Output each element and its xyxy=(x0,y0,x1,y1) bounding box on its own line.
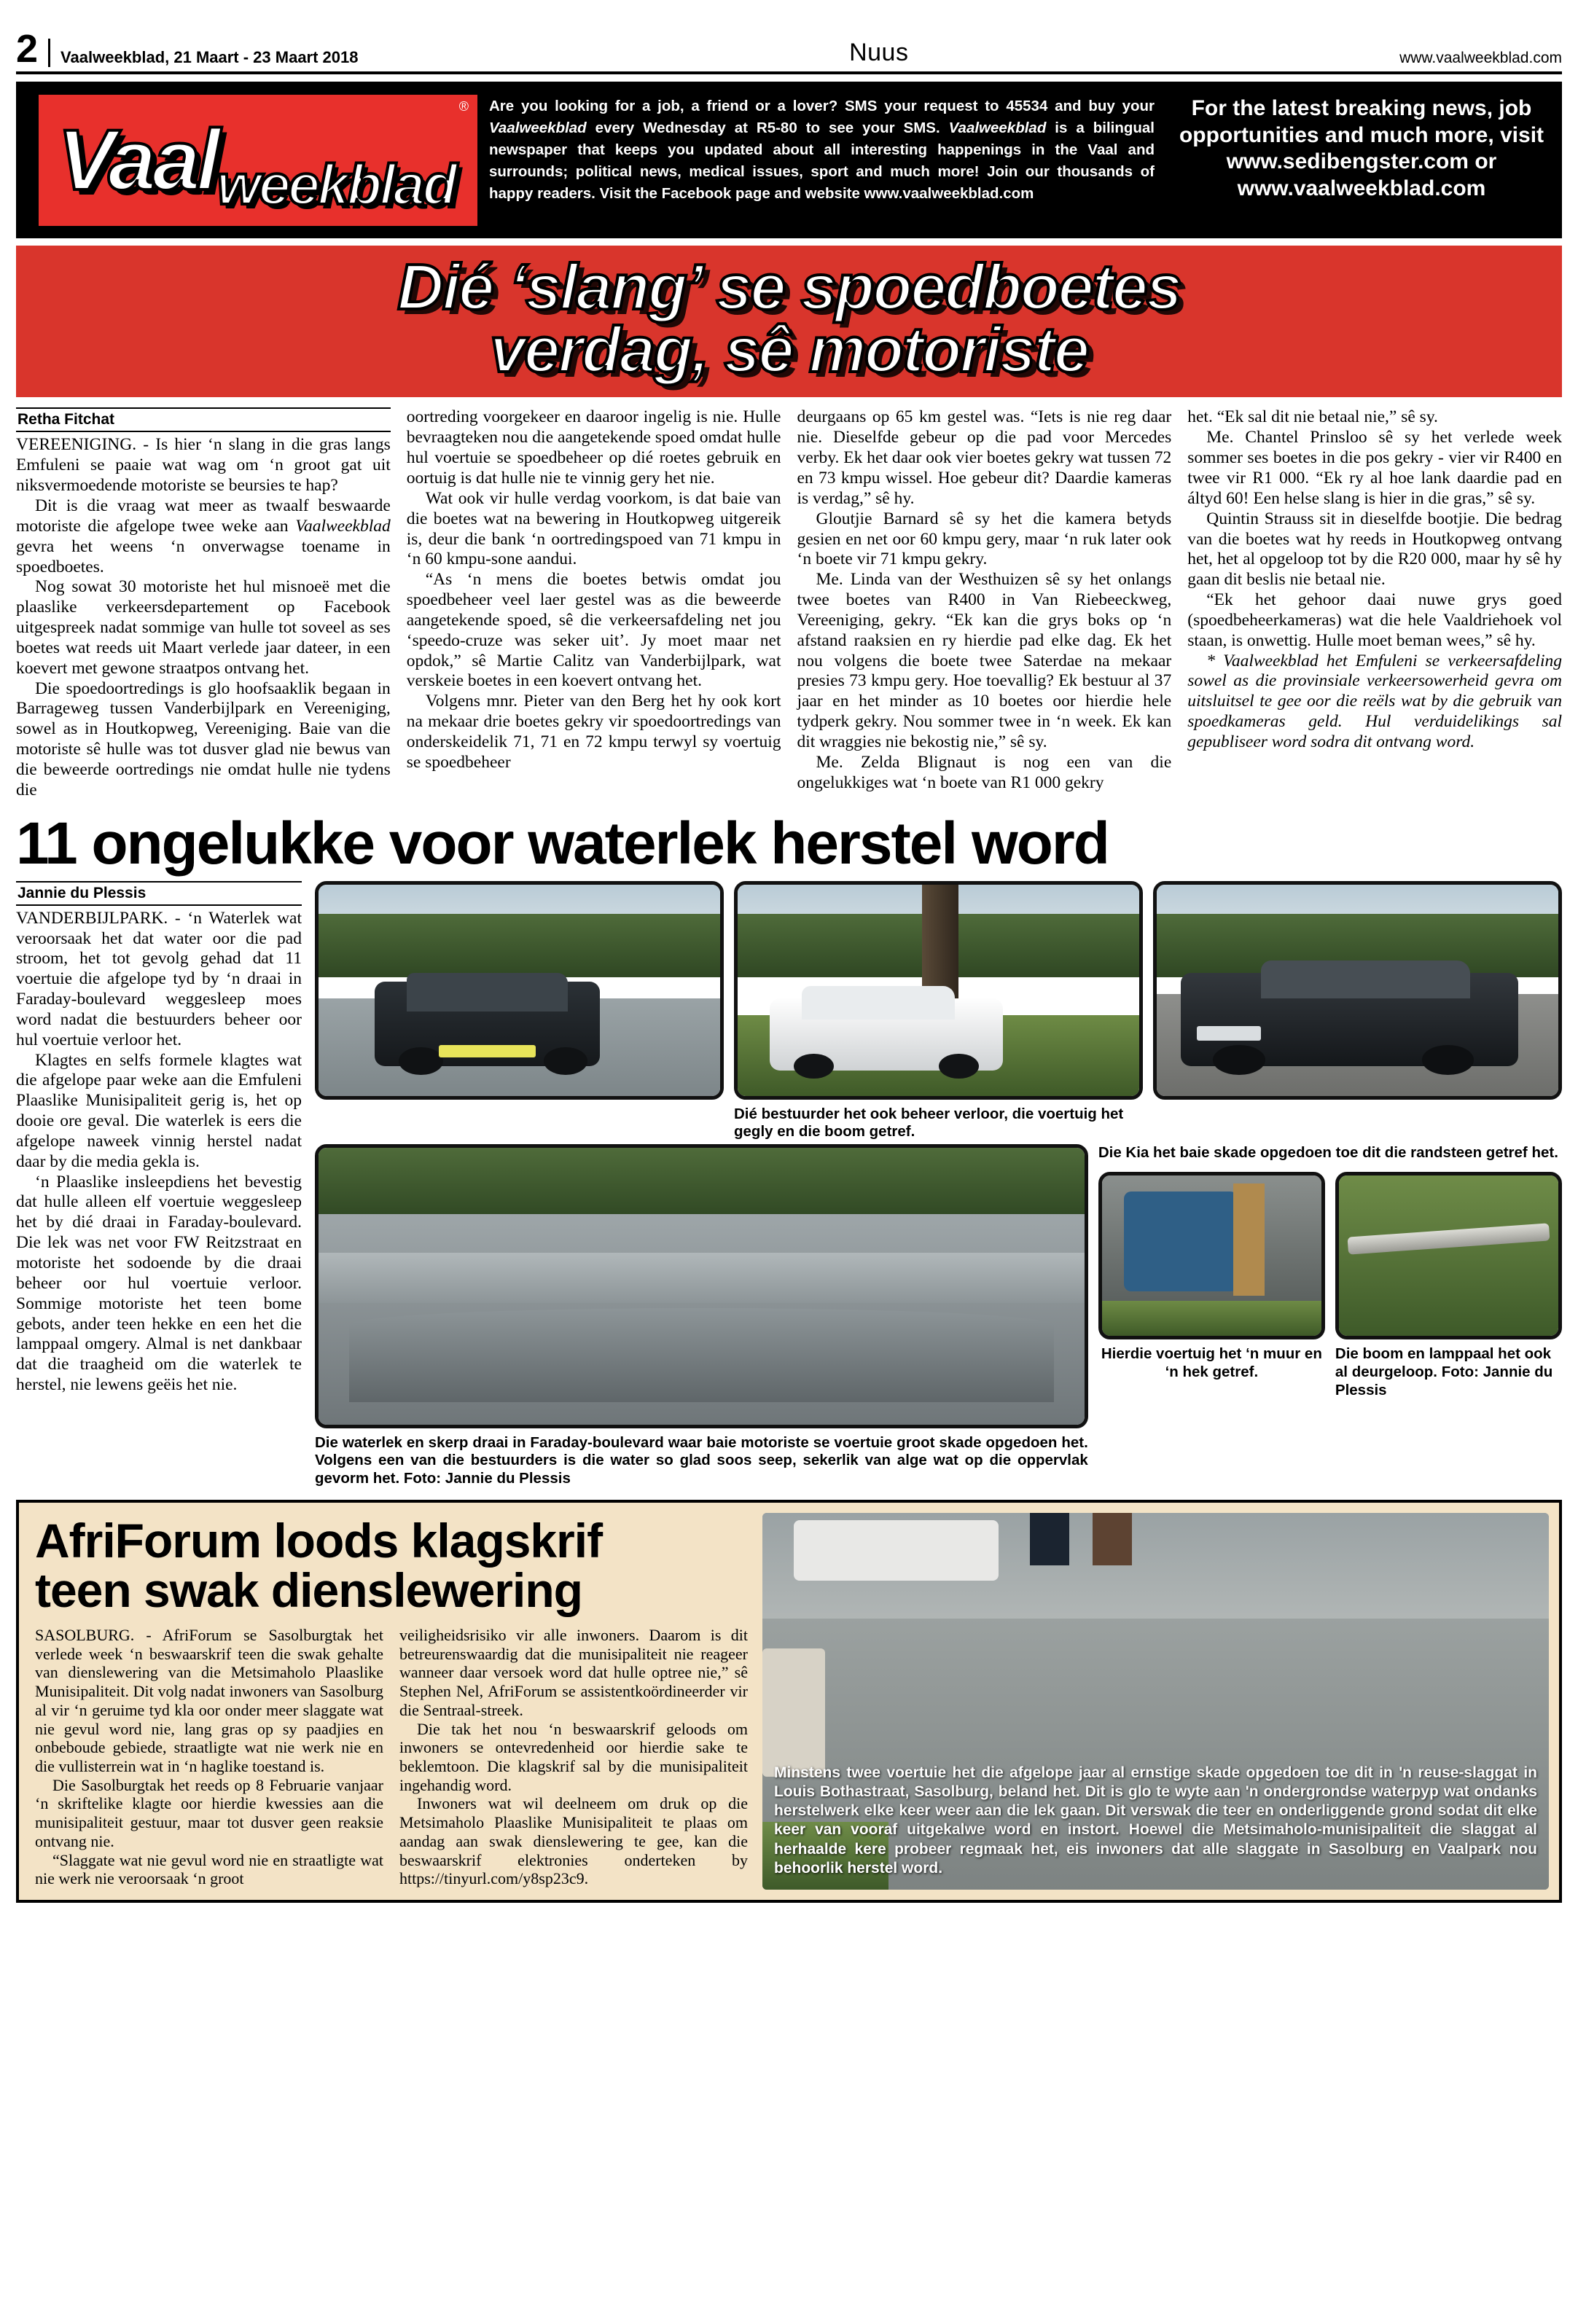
article3-column-2 xyxy=(399,1626,748,1888)
masthead-promo-text: For the latest breaking news, job opportunities and much more, visit www.sedibengster.com or www.vaalweekblad.com xyxy=(1179,96,1544,200)
article1-col2-text xyxy=(407,407,781,772)
article2-headline: 11 ongelukke voor waterlek herstel word xyxy=(16,810,1109,877)
article3-col2-text xyxy=(399,1626,748,1888)
article2-text-column xyxy=(16,881,302,1488)
caption-waterlek: Die waterlek en skerp draai in Faraday-boulevard waar baie motoriste se voertuie groot skade opgedoen het. Volgens een van die bestuurders is die water so glad soos seep, sekerlik van alge wat op die oppervlak gevorm het. Foto: Jannie du Plessis xyxy=(315,1433,1088,1487)
paragraph: “Slaggate wat nie gevul word nie en straatligte wat nie werk nie veroorsaak ‘n groot xyxy=(35,1850,383,1888)
photo-car-wall xyxy=(1098,1172,1325,1339)
paragraph: Me. Zelda Blignaut is nog een van die ongelukkiges wat ‘n boete van R1 000 gekry xyxy=(797,752,1172,792)
caption-wall: Hierdie voertuig het ‘n muur en ‘n hek getref. xyxy=(1101,1345,1322,1381)
editor-note: * Vaalweekblad het Emfuleni se verkeersafdeling sowel as die provinsiale verkeersowerheid gevra om uitsluitsel te gee oor die reëls wat by die gebruik van spoedkameras geld. Hul verduidelikings sal gepubliseer word sodra dit ontvang word. xyxy=(1187,651,1562,751)
paragraph: deurgaans op 65 km gestel was. “Iets is nie reg daar nie. Dieselfde gebeur op die pad voor Mercedes verby. Ek het daar ook vier boetes gekry wat tussen 72 en 73 kmpu wissel. Hoe gebeur dit? Daardie kameras is verdag,” sê hy. xyxy=(797,407,1172,508)
paragraph: veiligheidsrisiko vir alle inwoners. Daarom is dit betreurenswaardig dat die munisipaliteit nie reageer wanneer daar versoek word dat hulle optree nie,” sê Stephen Nel, AfriForum se assistentkoördineerder vir die Sentraal-streek. xyxy=(399,1625,748,1719)
article2-photo-grid xyxy=(315,881,1562,1488)
article1-headline xyxy=(16,246,1562,397)
paragraph: “Ek het gehoor daai nuwe grys goed (spoedbeheerkameras) wat die hele Vaaldriehoek vol staan, is onwettig. Hulle moet beman wees,” sê hy. xyxy=(1187,590,1562,650)
afriforum-text-side xyxy=(19,1503,762,1901)
article3-headline-line2: teen swak dienslewering xyxy=(35,1563,582,1618)
ad-copy-seg3: is a bilingual newspaper that keeps you updated about all interesting happenings in the Vaal and surrounds; political news, medical issues, sport and much more! Join our thousands of happy readers. Visit the Facebook page and website www.vaalweekblad.com xyxy=(489,119,1155,202)
article1-col4-text xyxy=(1187,407,1562,752)
paragraph: Gloutjie Barnard sê sy het die kamera betyds gesien en net oor 60 kmpu gery, maar ‘n ruk later ook ‘n boete vir 71 kmpu gekry. xyxy=(797,509,1172,569)
paragraph: Volgens mnr. Pieter van den Berg het hy ook kort na mekaar drie boetes gekry vir spoedoortredings van onderskeidelik 71, 71 en 72 kmpu terwyl sy voertuig se spoedbeheer xyxy=(406,692,781,772)
paragraph: Nog sowat 30 motoriste het hul misnoeë met die plaaslike verkeersdepartement op Facebook uitgespreek nadat sommige van hulle tot soveel as ses boetes wat reeds uit Maart verlede jaar dateer, in een koevert met gewone straatpos ontvang het. xyxy=(16,577,391,678)
paragraph: Die spoedoortredings is glo hoofsaaklik begaan in Barrageweg tussen Vanderbijlpark en Vereeniging, sowel as in Houtkopweg, Vereeniging. Baie van die motoriste sê hulle was tot dusver glad nie bewus van die beweerde oortredings nie omdat hulle nie tydens die xyxy=(16,678,391,799)
article3-col1-text xyxy=(35,1626,383,1888)
article1-headline-line1: Dié ‘slang’ se spoedboetes xyxy=(397,251,1181,323)
article3-column-1 xyxy=(35,1626,383,1888)
article1-column-4 xyxy=(1187,407,1562,800)
ad-copy-seg1: Are you looking for a job, a friend or a lover? SMS your request to 45534 and buy your xyxy=(489,98,1155,114)
paragraph: Die Sasolburgtak het reeds op 8 Februarie vanjaar ‘n skriftelike klagte oor hierdie kwessies aan die munisipaliteit gestuur, maar tot dusver geen reaksie ontvang nie. xyxy=(35,1775,383,1850)
article1-column-3 xyxy=(797,407,1172,800)
logo-vaal-text: Vaal xyxy=(58,111,217,208)
paragraph xyxy=(16,496,391,577)
paragraph: Quintin Strauss sit in dieselfde bootjie. Die bedrag van die boetes wat hy reeds in Houtkopweg ontvang het, het al opgeloop tot by die R20 000, maar hy sê hy gaan dit beslis nie betaal nie. xyxy=(1187,509,1562,590)
paragraph: Wat ook vir hulle verdag voorkom, is dat baie van die boetes wat na bewering in Houtkopweg uitgereik is, deur die bank ‘n oortredingspoed van 71 kmpu in ‘n 60 kmpu-sone aandui. xyxy=(406,488,781,569)
article1-headline-line2: verdag, sê motoriste xyxy=(490,313,1088,386)
vaalweekblad-logo xyxy=(18,84,485,236)
paragraph: Die tak het nou ‘n beswaarskrif geloods om inwoners se ontevredenheid oor hierdie sake te beklemtoon. Die klagskrif sal by die munisipaliteit ingehandig word. xyxy=(399,1719,748,1794)
article2-body xyxy=(16,909,302,1396)
paragraph: Me. Linda van der Westhuizen sê sy het onlangs twee boetes van R400 in Van Riebeeckweg, Vereeniging, gekry. “Ek kan die grys boks op ‘n afstand raaksien en ry hierdie pad elke dag. Ek het nou volgens die boete twee Saterdae na mekaar presies 73 kmpu gery. Hoe toevallig? Ek bestuur al 37 jaar en het minder as 10 boetes oor hierdie hele tydperk gekry. Nou sommer twee in ‘n week. Ek kan dit wraggies nie bekostig nie,” sê sy. xyxy=(797,570,1172,751)
website-url: www.vaalweekblad.com xyxy=(1399,50,1562,66)
caption-tree-car: Dié bestuurder het ook beheer verloor, die voertuig het gegly en die boom getref. xyxy=(734,1105,1124,1141)
paragraph-seg: Dit is die vraag wat meer as twaalf beswaarde motoriste die afgelope twee weke aan xyxy=(16,496,391,536)
article1-byline: Retha Fitchat xyxy=(17,411,115,429)
folio-divider xyxy=(16,71,1562,74)
page-number: 2 xyxy=(16,27,39,71)
paragraph: ‘n Plaaslike insleepdiens het bevestig dat hulle alleen elf voertuie weggesleep het by dié draai in Faraday-boulevard. Die lek was net voor FW Reitzstraat en motoriste het sodoende by die draai beheer oor hul voertuie verloor. Sommige motoriste het teen bome gebots, ander teen hekke en een het die lamppaal omgery. Almal is net dankbaar dat die traagheid om die waterlek te herstel, nie lewens geëis het nie. xyxy=(16,1172,302,1395)
paragraph: “As ‘n mens die boetes betwis omdat jou spoedbeheer veel laer gestel was as die beweerde aangetekende spoed, sê die verkeersafdeling net jou ‘speedo-cruze was seker uit’. Jy moet maar net opdok,” sê Martie Calitz van Vanderbijlpark, wat verskeie boetes in een koevert ontvang het. xyxy=(406,570,781,691)
caption-kia: Die Kia het baie skade opgedoen toe dit die randsteen getref het. xyxy=(1098,1143,1558,1161)
article2-byline: Jannie du Plessis xyxy=(17,884,147,901)
paragraph: Me. Chantel Prinsloo sê sy het verlede week sommer ses boetes in die pos gekry - vier vir R400 en twee vir R1 000. “Ek ry al hoe lank daardie pad en áltyd 60! Een helse slang is hier in die gras,” sê sy. xyxy=(1187,428,1562,508)
ad-copy-seg2: every Wednesday at R5-80 to see your SMS. xyxy=(586,119,949,136)
photo-kia-damaged xyxy=(1153,881,1562,1100)
article1-columns xyxy=(16,407,1562,800)
paragraph: SASOLBURG. - AfriForum se Sasolburgtak het verlede week ‘n beswaarskrif teen die swak gehalte van dienslewering van die Metsimaholo Plaaslike Munisipaliteit. Dit volg nadat inwoners van Sasolburg al vir ‘n geruime tyd kla oor onder meer slaggate wat nie gevul word nie, lang gras op sy paadjies en onbeboude gebiede, straatligte wat nie werk nie en die vullisterrein wat in ‘n haglike toestand is. xyxy=(35,1625,383,1776)
photo-pothole-louis-botha xyxy=(762,1513,1549,1890)
caption-lamppost: Die boom en lamppaal het ook al deurgeloop. Foto: Jannie du Plessis xyxy=(1335,1345,1553,1398)
section-title: Nuus xyxy=(849,39,909,66)
paragraph-seg: gevra het weens ‘n onverwagse toename in spoedboetes. xyxy=(16,536,391,576)
photo-black-car-road xyxy=(315,881,724,1100)
article1-col3-text xyxy=(797,407,1172,793)
article2-layout xyxy=(16,881,1562,1488)
masthead-ad-copy xyxy=(485,84,1166,236)
paragraph-italic: Vaalweekblad xyxy=(295,516,391,536)
paragraph: het. “Ek sal dit nie betaal nie,” sê sy. xyxy=(1187,407,1438,427)
paragraph: VANDERBIJLPARK. - ‘n Waterlek wat veroorsaak het dat water oor die pad stroom, het tot gevolg gehad dat 11 voertuie die afgelope tyd by ‘n draai in Faraday-boulevard weggesleep moes word nadat die bestuurders beheer oor hul voertuie verloor het. xyxy=(16,908,302,1049)
article3-headline xyxy=(35,1513,748,1618)
registered-trademark-icon: ® xyxy=(458,98,469,114)
afriforum-article-box xyxy=(16,1500,1562,1904)
paragraph: Klagtes en selfs formele klagtes wat die afgelope paar weke aan die Emfuleni Plaaslike Munisipaliteit gerig is, het op dooie ore geval. Die waterlek is eers die afgelope naweek vinnig herstel nadat daar by die media gekla is. xyxy=(16,1050,302,1171)
article1-column-2 xyxy=(407,407,781,800)
article1-column-1 xyxy=(16,407,391,800)
photo-waterlek-road xyxy=(315,1144,1088,1428)
paragraph: Inwoners wat wil deelneem om druk op die Metsimaholo Plaaslike Munisipaliteit te plaas om aandag aan swak dienslewering te gee, kan die beswaarskrif elektronies onderteken by https://tinyurl.com/y8sp23c9. xyxy=(399,1794,748,1888)
ad-copy-italic1: Vaalweekblad xyxy=(489,119,587,136)
article3-headline-line1: AfriForum loods klagskrif xyxy=(35,1513,603,1568)
paragraph: VEREENIGING. - Is hier ‘n slang in die gras langs Emfuleni se paaie wat wag om ‘n groot gat uit niksvermoedende motoriste se beursies te hap? xyxy=(16,435,391,496)
folio-header xyxy=(16,0,1562,71)
photo-white-car-tree xyxy=(734,881,1143,1100)
paragraph: oortreding voorgekeer en daaroor ingelig is nie. Hulle bevraagteken nou die aangetekende spoed omdat hulle hul voertuie se spoedbeheer op dié roetes gebruik en oortuig is dat hulle nie te vinnig gery het nie. xyxy=(406,407,781,488)
article1-col1-text xyxy=(16,435,391,800)
afriforum-photo-side xyxy=(762,1503,1559,1901)
logo-weekblad-text: weekblad xyxy=(216,152,456,216)
photo-lamppost-fallen xyxy=(1335,1172,1562,1339)
photo-overlay-caption: Minstens twee voertuie het die afgelope jaar al ernstige skade opgedoen toe dit in 'n reuse-slaggat in Louis Bothastraat, Sasolburg, beland het. Dit is glo te wyte aan 'n ondergrondse waterpyp wat ondanks herstelwerk elke keer weer aan die lek gaan. Dit verswak die teer en onderliggende grond sodat dit elke keer van vooraf uitgekalwe word en instort. Hoewel die Metsimaholo-munisipaliteit die slaggat al herhaalde kere probeer regmaak het, eis inwoners dat alle slaggate in Sasolburg en Vaalpark nou behoorlik herstel word. xyxy=(774,1764,1537,1877)
masthead-ad-strip xyxy=(16,82,1562,238)
publication-date: Vaalweekblad, 21 Maart - 23 Maart 2018 xyxy=(60,48,359,66)
ad-copy-italic2: Vaalweekblad xyxy=(948,119,1047,136)
